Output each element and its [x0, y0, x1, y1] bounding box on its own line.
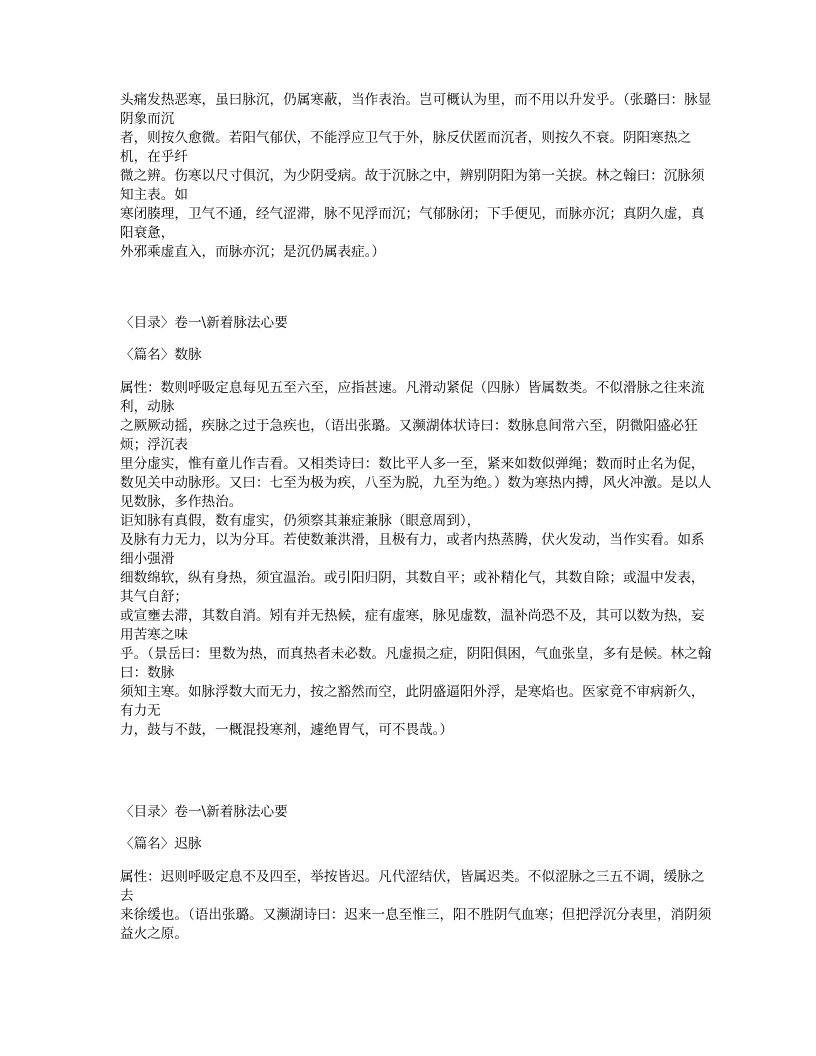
- catalog-heading: 〈目录〉卷一\新着脉法心要: [120, 804, 288, 820]
- text-line: 及脉有力无力，以为分耳。若使数兼洪滑，且极有力，或者内热蒸腾，伏火发动，当作实看。如系细小强滑: [120, 532, 705, 567]
- section-chen-mai-continuation: [120, 91, 712, 262]
- chapter-title: 〈篇名〉迟脉: [120, 836, 202, 852]
- text-line: 外邪乘虚直入，而脉亦沉；是沉仍属表症。）: [120, 244, 386, 260]
- chapter-title: 〈篇名〉数脉: [120, 347, 202, 363]
- text-line: 乎。（景岳曰：里数为热，而真热者未必数。凡虚损之症，阴阳俱困，气血张皇，多有是候。林之翰曰：数脉: [120, 646, 712, 681]
- text-line: 或宣壅去滞，其数自消。矧有并无热候，症有虚寒，脉见虚数，温补尚恐不及，其可以数为热，妄用苦寒之味: [120, 608, 705, 643]
- text-line: 来徐缓也。（语出张璐。又濒湖诗曰：迟来一息至惟三，阳不胜阴气血寒；但把浮沉分表里，消阴须益火之原。: [120, 907, 712, 942]
- body-text: [120, 868, 712, 944]
- section-chi-mai: [120, 803, 712, 944]
- text-line: 者，则按久愈微。若阳气郁伏，不能浮应卫气于外，脉反伏匿而沉者，则按久不衰。阴阳寒热之机，在乎纤: [120, 130, 691, 165]
- text-line: 须知主寒。如脉浮数大而无力，按之豁然而空，此阴盛逼阳外浮，是寒焰也。医家竟不审病新久，有力无: [120, 684, 705, 719]
- text-line: 寒闭腠理，卫气不通，经气涩滞，脉不见浮而沉；气郁脉闭；下手便见，而脉亦沉；真阴久虚，真阳衰惫，: [120, 206, 705, 241]
- text-line: 属性：迟则呼吸定息不及四至，举按皆迟。凡代涩结伏，皆属迟类。不似涩脉之三五不调，缓脉之去: [120, 869, 705, 904]
- section-shu-mai: [120, 314, 712, 740]
- text-line: 讵知脉有真假，数有虚实，仍须察其兼症兼脉（眼意周到），: [120, 513, 481, 529]
- text-line: 力，鼓与不鼓，一概混投寒剂，遽绝胃气，可不畏哉。）: [120, 722, 454, 738]
- text-line: 数见关中动脉形。又曰：七至为极为疾，八至为脱，九至为绝。）数为寒热内搏，风火冲激。是以人见数脉，多作热治。: [120, 475, 712, 510]
- text-line: 属性：数则呼吸定息每见五至六至，应指甚速。凡滑动紧促（四脉）皆属数类。不似滑脉之往来流利，动脉: [120, 380, 705, 415]
- text-line: 微之辨。伤寒以尺寸俱沉，为少阴受病。故于沉脉之中，辨别阴阳为第一关捩。林之翰曰：沉脉须知主表。如: [120, 168, 705, 203]
- text-line: 头痛发热恶寒，虽曰脉沉，仍属寒蔽，当作表治。岂可概认为里，而不用以升发乎。（张璐曰：脉显阴象而沉: [120, 92, 712, 127]
- text-line: 之厥厥动摇，疾脉之过于急疾也，（语出张璐。又濒湖体状诗曰：数脉息间常六至，阴微阳盛必狂烦；浮沉表: [120, 418, 698, 453]
- body-text: [120, 379, 712, 740]
- text-line: 里分虚实，惟有童儿作吉看。又相类诗曰：数比平人多一至，紧来如数似弹绳；数而时止名为促，: [120, 456, 705, 472]
- text-line: 细数绵软，纵有身热，须宜温治。或引阳归阴，其数自平；或补精化气，其数自除；或温中发表，其气自舒；: [120, 570, 705, 605]
- catalog-heading: 〈目录〉卷一\新着脉法心要: [120, 315, 288, 331]
